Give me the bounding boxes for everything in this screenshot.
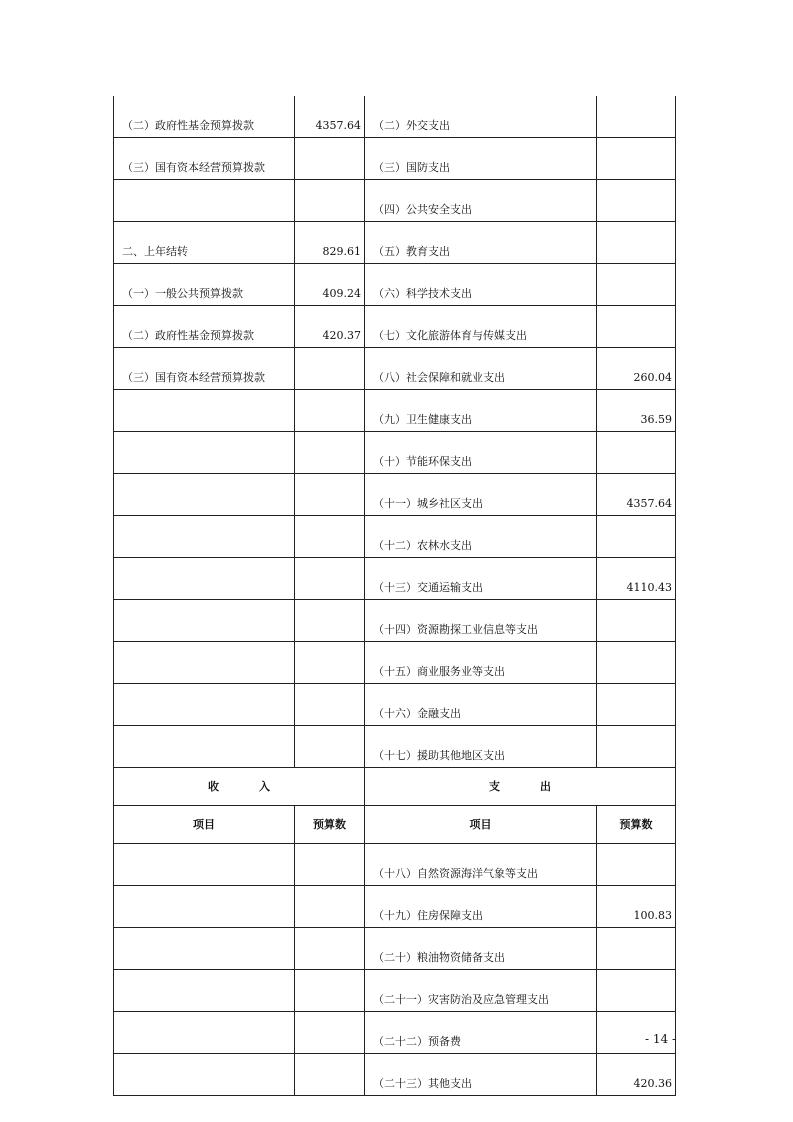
income-amount-cell [295, 180, 365, 222]
expense-item-cell: （二十）粮油物资储备支出 [365, 928, 597, 970]
expense-item-cell: （二十一）灾害防治及应急管理支出 [365, 970, 597, 1012]
expense-item-cell: （十五）商业服务业等支出 [365, 642, 597, 684]
income-item-cell [114, 432, 295, 474]
expense-amount-cell [597, 516, 676, 558]
expense-amount-cell [597, 684, 676, 726]
header-row-columns [114, 806, 676, 844]
col-header-item-left: 项目 [114, 806, 295, 844]
income-header: 收 入 [114, 768, 365, 806]
income-item-cell [114, 474, 295, 516]
income-item-cell [114, 726, 295, 768]
expense-item-cell: （三）国防支出 [365, 138, 597, 180]
expense-amount-cell [597, 264, 676, 306]
table-row [114, 684, 676, 726]
income-item-cell: （一）一般公共预算拨款 [114, 264, 295, 306]
table-row [114, 264, 676, 306]
expense-item-cell: （二十三）其他支出 [365, 1054, 597, 1096]
page-number: - 14 - [644, 1032, 676, 1046]
expense-amount-cell [597, 844, 676, 886]
table-header [114, 768, 676, 844]
income-item-cell [114, 180, 295, 222]
table-row [114, 348, 676, 390]
income-item-cell [114, 1054, 295, 1096]
income-amount-cell [295, 390, 365, 432]
table-row [114, 844, 676, 886]
header-row-income-expense [114, 768, 676, 806]
col-header-item-right: 项目 [365, 806, 597, 844]
income-item-cell [114, 684, 295, 726]
income-item-cell [114, 600, 295, 642]
income-item-cell [114, 642, 295, 684]
expense-amount-cell: 420.36 [597, 1054, 676, 1096]
table-row [114, 222, 676, 264]
table-row [114, 180, 676, 222]
expense-amount-cell [597, 726, 676, 768]
table-row [114, 642, 676, 684]
income-amount-cell [295, 684, 365, 726]
income-item-cell [114, 558, 295, 600]
table-row [114, 558, 676, 600]
expense-amount-cell [597, 432, 676, 474]
expense-amount-cell [597, 928, 676, 970]
income-amount-cell [295, 886, 365, 928]
income-item-cell: （三）国有资本经营预算拨款 [114, 138, 295, 180]
col-header-amount-right: 预算数 [597, 806, 676, 844]
income-amount-cell: 409.24 [295, 264, 365, 306]
expense-item-cell: （五）教育支出 [365, 222, 597, 264]
income-amount-cell: 829.61 [295, 222, 365, 264]
expense-item-cell: （十三）交通运输支出 [365, 558, 597, 600]
table-row [114, 886, 676, 928]
expense-amount-cell [597, 138, 676, 180]
table-row [114, 432, 676, 474]
income-amount-cell [295, 1012, 365, 1054]
expense-item-cell: （十二）农林水支出 [365, 516, 597, 558]
expense-item-cell: （十九）住房保障支出 [365, 886, 597, 928]
income-item-cell [114, 844, 295, 886]
income-amount-cell: 420.37 [295, 306, 365, 348]
table-row [114, 138, 676, 180]
income-item-cell [114, 516, 295, 558]
expense-item-cell: （四）公共安全支出 [365, 180, 597, 222]
table-row [114, 928, 676, 970]
expense-amount-cell [597, 306, 676, 348]
income-amount-cell [295, 432, 365, 474]
expense-amount-cell [597, 970, 676, 1012]
income-amount-cell [295, 348, 365, 390]
table-row [114, 1054, 676, 1096]
table-row [114, 390, 676, 432]
expense-item-cell: （十）节能环保支出 [365, 432, 597, 474]
expense-item-cell: （九）卫生健康支出 [365, 390, 597, 432]
expense-amount-cell [597, 642, 676, 684]
expense-header: 支 出 [365, 768, 676, 806]
table-body-top [114, 96, 676, 768]
expense-item-cell: （十四）资源勘探工业信息等支出 [365, 600, 597, 642]
table-row [114, 970, 676, 1012]
table-row [114, 726, 676, 768]
expense-amount-cell: 4357.64 [597, 474, 676, 516]
expense-amount-cell [597, 96, 676, 138]
income-amount-cell: 4357.64 [295, 96, 365, 138]
expense-item-cell: （二）外交支出 [365, 96, 597, 138]
expense-item-cell: （十八）自然资源海洋气象等支出 [365, 844, 597, 886]
income-item-cell: （二）政府性基金预算拨款 [114, 96, 295, 138]
income-item-cell [114, 970, 295, 1012]
income-amount-cell [295, 844, 365, 886]
income-amount-cell [295, 1054, 365, 1096]
income-item-cell: （三）国有资本经营预算拨款 [114, 348, 295, 390]
income-item-cell [114, 390, 295, 432]
income-amount-cell [295, 138, 365, 180]
expense-amount-cell: 260.04 [597, 348, 676, 390]
income-item-cell: 二、上年结转 [114, 222, 295, 264]
income-item-cell: （二）政府性基金预算拨款 [114, 306, 295, 348]
expense-amount-cell [597, 222, 676, 264]
expense-amount-cell: 36.59 [597, 390, 676, 432]
table-row [114, 96, 676, 138]
income-item-cell [114, 1012, 295, 1054]
income-amount-cell [295, 642, 365, 684]
table-row [114, 306, 676, 348]
income-item-cell [114, 886, 295, 928]
income-item-cell [114, 928, 295, 970]
income-amount-cell [295, 516, 365, 558]
expense-amount-cell: 100.83 [597, 886, 676, 928]
table-row [114, 516, 676, 558]
income-amount-cell [295, 928, 365, 970]
expense-item-cell: （八）社会保障和就业支出 [365, 348, 597, 390]
table-body-bottom [114, 844, 676, 1096]
budget-table [113, 96, 676, 1096]
table-row [114, 474, 676, 516]
expense-item-cell: （七）文化旅游体育与传媒支出 [365, 306, 597, 348]
income-amount-cell [295, 970, 365, 1012]
expense-item-cell: （六）科学技术支出 [365, 264, 597, 306]
table-row [114, 600, 676, 642]
expense-item-cell: （十一）城乡社区支出 [365, 474, 597, 516]
table-row [114, 1012, 676, 1054]
income-amount-cell [295, 600, 365, 642]
col-header-amount-left: 预算数 [295, 806, 365, 844]
expense-amount-cell: 4110.43 [597, 558, 676, 600]
income-amount-cell [295, 558, 365, 600]
expense-item-cell: （十七）援助其他地区支出 [365, 726, 597, 768]
expense-amount-cell [597, 600, 676, 642]
income-amount-cell [295, 474, 365, 516]
income-amount-cell [295, 726, 365, 768]
expense-item-cell: （二十二）预备费 [365, 1012, 597, 1054]
expense-item-cell: （十六）金融支出 [365, 684, 597, 726]
expense-amount-cell [597, 180, 676, 222]
